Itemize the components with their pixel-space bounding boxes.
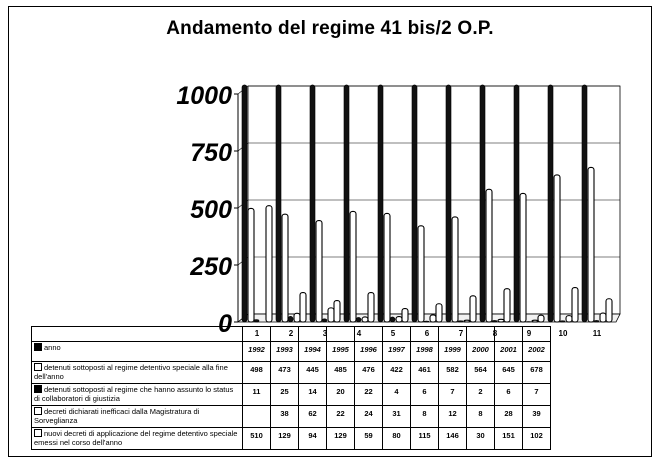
table-cell: 151 [495,428,523,450]
series-legend-label [32,406,243,428]
table-cell: 485 [327,362,355,384]
x-category-label: 1 [254,329,260,338]
table-cell: 498 [243,362,271,384]
table-cell: 2001 [495,342,523,362]
table-row [32,384,551,406]
table-cell: 422 [383,362,411,384]
series-name: detenuti sottoposti al regime che hanno assunto lo status di collaboratori di giustizia [34,385,234,403]
bar-1-3 [310,85,315,322]
bar-5-7 [470,296,476,322]
y-tick-label: 750 [190,139,232,167]
bar-1-2 [276,85,281,322]
legend-swatch [34,429,42,437]
table-cell: 6 [411,384,439,406]
data-table [31,326,551,450]
table-category-header [383,327,411,342]
table-row [32,342,551,362]
bar-3-7 [458,321,463,322]
table-cell: 14 [299,384,327,406]
bar-4-2 [294,313,300,322]
table-cell: 30 [467,428,495,450]
bar-4-3 [328,308,334,322]
table-cell: 59 [355,428,383,450]
x-category-label: 5 [390,329,396,338]
series-legend-label [32,384,243,406]
bar-5-4 [368,293,374,322]
series-name: nuovi decreti di applicazione del regime detentivo speciale emessi nel corso dell'anno [34,429,238,447]
table-cell: 1993 [271,342,299,362]
table-cell: 129 [327,428,355,450]
bar-4-4 [362,317,368,322]
x-category-label: 8 [492,329,498,338]
table-cell: 582 [439,362,467,384]
table-category-header [411,327,439,342]
bar-5-8 [504,289,510,322]
bar-5-5 [402,309,408,322]
table-cell: 102 [523,428,551,450]
table-row [32,362,551,384]
series-legend-label [32,362,243,384]
x-category-label: 10 [558,329,568,338]
bar-1-5 [378,85,383,322]
bar-4-8 [498,319,504,322]
bar-5-9 [538,315,544,322]
bar-1-9 [514,85,519,322]
legend-swatch [34,343,42,351]
table-cell: 20 [327,384,355,406]
x-category-label: 2 [288,329,294,338]
table-cell: 1998 [411,342,439,362]
bar-2-11 [588,167,594,322]
table-cell: 129 [271,428,299,450]
bar-2-4 [350,211,356,322]
bar-4-11 [600,313,606,322]
table-cell: 2000 [467,342,495,362]
table-cell: 80 [383,428,411,450]
legend-swatch [34,385,42,393]
table-cell: 25 [271,384,299,406]
table-cell: 22 [355,384,383,406]
table-cell: 6 [495,384,523,406]
table-cell: 62 [299,406,327,428]
table-cell: 38 [271,406,299,428]
bar-4-10 [566,316,572,322]
legend-swatch [34,363,42,371]
table-cell: 1992 [243,342,271,362]
bar-2-8 [486,189,492,322]
table-cell: 28 [495,406,523,428]
bar-1-1 [242,85,247,322]
table-row [32,428,551,450]
table-corner-cell [32,327,243,342]
table-cell: 1994 [299,342,327,362]
table-cell: 12 [439,406,467,428]
bar-1-4 [344,85,349,322]
table-category-header [523,327,551,342]
table-cell: 94 [299,428,327,450]
table-header-row [32,327,551,342]
y-tick-label: 500 [190,196,232,224]
table-row [32,406,551,428]
table-cell: 461 [411,362,439,384]
table-cell: 510 [243,428,271,450]
table-category-header [467,327,495,342]
bar-1-6 [412,85,417,322]
table-cell: 678 [523,362,551,384]
table-cell: 24 [355,406,383,428]
table-cell: 645 [495,362,523,384]
table-category-header [439,327,467,342]
bar-1-7 [446,85,451,322]
series-legend-label [32,428,243,450]
x-category-label: 11 [592,329,602,338]
bar-1-11 [582,85,587,322]
bar-5-1 [266,206,272,322]
bar-4-9 [532,320,538,322]
bar-2-1 [248,208,254,322]
table-cell: 7 [439,384,467,406]
bar-1-8 [480,85,485,322]
x-category-label: 7 [458,329,464,338]
table-cell: 39 [523,406,551,428]
table-category-header [243,327,271,342]
x-category-label: 9 [526,329,532,338]
table-cell: 1999 [439,342,467,362]
table-category-header [271,327,299,342]
table-cell: 476 [355,362,383,384]
bar-2-2 [282,214,288,322]
table-cell: 115 [411,428,439,450]
bar-4-7 [464,320,470,322]
bar-2-6 [418,226,424,322]
bar-1-10 [548,85,553,322]
x-category-label: 4 [356,329,362,338]
table-cell: 2 [467,384,495,406]
table-cell: 22 [327,406,355,428]
bar-3-4 [356,317,361,322]
bar-3-6 [424,321,429,322]
series-legend-label [32,342,243,362]
table-cell: 8 [411,406,439,428]
bar-2-7 [452,217,458,322]
table-cell: 1997 [383,342,411,362]
table-cell [243,406,271,428]
table-cell: 8 [467,406,495,428]
bar-2-10 [554,175,560,322]
table-cell: 473 [271,362,299,384]
bar-4-6 [430,315,436,322]
table-cell: 31 [383,406,411,428]
bar-5-10 [572,288,578,322]
bar-5-3 [334,301,340,322]
bar-4-5 [396,317,402,322]
table-category-header [492,327,523,342]
bar-5-6 [436,304,442,322]
table-cell: 2002 [523,342,551,362]
table-category-header [355,327,383,342]
bar-3-1 [254,319,259,322]
bar-5-2 [300,293,306,322]
y-tick-label: 0 [218,310,232,338]
table-category-header [327,327,355,342]
bar-3-5 [390,317,395,322]
bar-3-8 [492,320,497,322]
bar-2-3 [316,221,322,322]
table-cell: 7 [523,384,551,406]
y-tick-label: 1000 [176,82,232,110]
bar-3-10 [560,321,565,322]
bar-3-2 [288,316,293,322]
bar-2-9 [520,193,526,322]
y-tick-label: 250 [190,253,232,281]
x-category-label: 6 [424,329,430,338]
bar-3-3 [322,319,327,322]
table-cell: 146 [439,428,467,450]
chart-title: Andamento del regime 41 bis/2 O.P. [166,18,494,39]
series-name: decreti dichiarati inefficaci dalla Magistratura di Sorveglianza [34,407,200,425]
table-cell: 1995 [327,342,355,362]
table-cell: 564 [467,362,495,384]
bar-2-5 [384,213,390,322]
table-cell: 4 [383,384,411,406]
bar-3-11 [594,320,599,322]
table-cell: 445 [299,362,327,384]
legend-swatch [34,407,42,415]
series-name: detenuti sottoposti al regime detentivo speciale alla fine dell'anno [34,363,228,381]
series-name: anno [44,343,61,352]
x-category-label: 3 [322,329,328,338]
table-cell: 11 [243,384,271,406]
table-category-header [299,327,327,342]
bar-5-11 [606,299,612,322]
table-cell: 1996 [355,342,383,362]
